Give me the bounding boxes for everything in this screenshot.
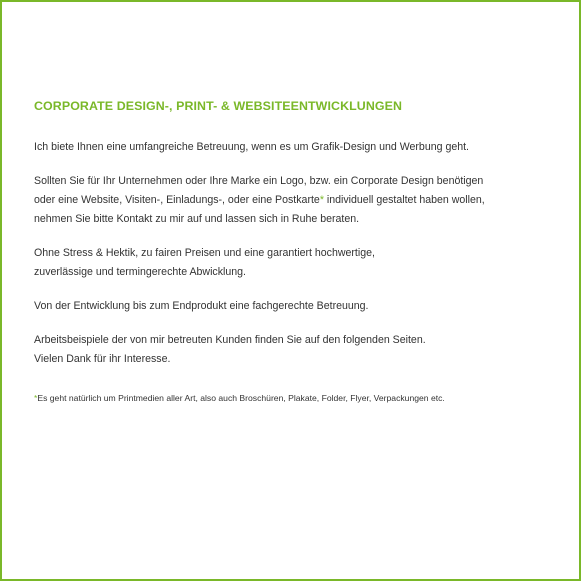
- paragraph-development: [34, 297, 554, 316]
- footnote-marker: *: [319, 194, 324, 206]
- content-area: [34, 97, 554, 405]
- paragraph-quality: [34, 244, 554, 282]
- paragraph-line: Ich biete Ihnen eine umfangreiche Betreuung, wenn es um Grafik-Design und Werbung geht.: [34, 141, 470, 153]
- paragraph-intro: [34, 138, 554, 157]
- paragraph-line: [34, 191, 554, 210]
- paragraph-line: Ohne Stress & Hektik, zu fairen Preisen und eine garantiert hochwertige,: [34, 247, 375, 259]
- footnote-marker: *: [34, 393, 38, 403]
- footnote: [34, 391, 554, 405]
- paragraph-line-part: individuell gestaltet haben wollen,: [323, 194, 485, 206]
- paragraph-examples: [34, 331, 554, 369]
- paragraph-line: Vielen Dank für ihr Interesse.: [34, 353, 171, 365]
- paragraph-services: [34, 172, 554, 229]
- paragraph-line-part: oder eine Website, Visiten-, Einladungs-, oder eine Postkarte: [34, 194, 320, 206]
- footnote-text: Es geht natürlich um Printmedien aller Art, also auch Broschüren, Plakate, Folder, Flyer, Verpackungen etc.: [37, 393, 445, 403]
- paragraph-line: Von der Entwicklung bis zum Endprodukt eine fachgerechte Betreuung.: [34, 300, 369, 312]
- paragraph-line: Arbeitsbeispiele der von mir betreuten Kunden finden Sie auf den folgenden Seiten.: [34, 334, 426, 346]
- paragraph-line: Sollten Sie für Ihr Unternehmen oder Ihre Marke ein Logo, bzw. ein Corporate Design benötigen: [34, 175, 484, 187]
- paragraph-line: nehmen Sie bitte Kontakt zu mir auf und lassen sich in Ruhe beraten.: [34, 213, 360, 225]
- paragraph-line: zuverlässige und termingerechte Abwicklung.: [34, 266, 246, 278]
- page-title: CORPORATE DESIGN-, PRINT- & WEBSITEENTWICKLUNGEN: [34, 99, 403, 113]
